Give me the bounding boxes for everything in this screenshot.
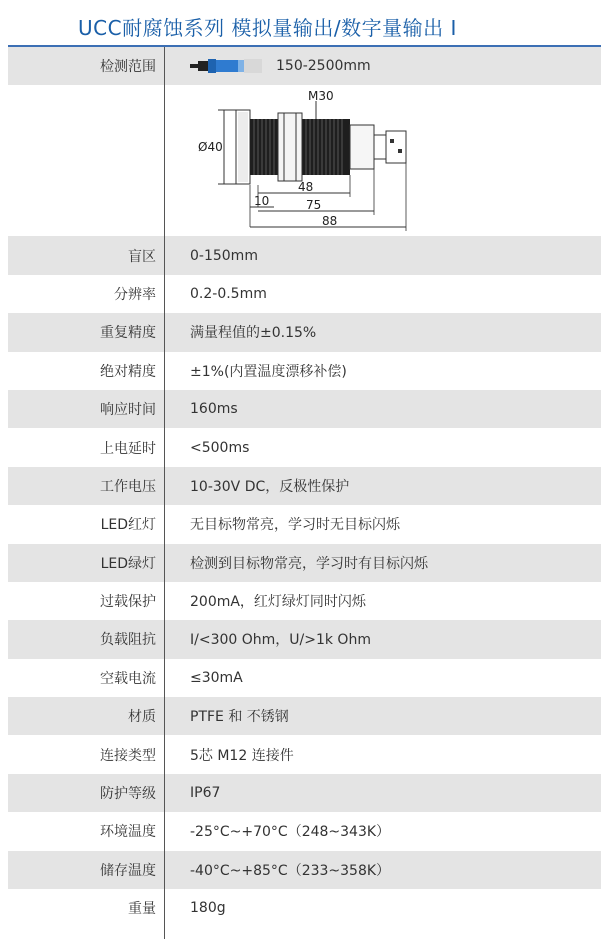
dim-48-label: 48 bbox=[298, 180, 314, 195]
spec-row bbox=[8, 620, 601, 658]
spec-value: -40°C~+85°C（233~358K） bbox=[190, 862, 391, 879]
spec-label: 重复精度 bbox=[100, 325, 156, 342]
spec-label: 上电延时 bbox=[100, 440, 156, 457]
spec-label: 空载电流 bbox=[100, 670, 156, 687]
dimension-diagram-row bbox=[8, 85, 601, 236]
spec-row bbox=[8, 505, 601, 543]
dim-88-label: 88 bbox=[322, 214, 338, 229]
spec-row bbox=[8, 236, 601, 274]
spec-label: 负载阻抗 bbox=[100, 632, 156, 649]
page-title: UCC耐腐蚀系列 模拟量输出/数字量输出 I bbox=[78, 16, 457, 40]
spec-value: 160ms bbox=[190, 401, 238, 418]
spec-row bbox=[8, 428, 601, 466]
spec-value: 180g bbox=[190, 900, 226, 917]
spec-label: 过载保护 bbox=[100, 594, 156, 611]
spec-table bbox=[8, 47, 601, 927]
spec-row bbox=[8, 275, 601, 313]
spec-value: 150-2500mm bbox=[276, 58, 371, 75]
diameter-label: Ø40 bbox=[198, 140, 223, 155]
spec-row bbox=[8, 390, 601, 428]
spec-value: 检测到目标物常亮，学习时有目标闪烁 bbox=[190, 555, 428, 572]
spec-value: ≤30mA bbox=[190, 669, 243, 686]
spec-row bbox=[8, 352, 601, 390]
spec-row bbox=[8, 697, 601, 735]
spec-value: 5芯 M12 连接件 bbox=[190, 747, 294, 764]
spec-label: 检测范围 bbox=[100, 59, 156, 76]
spec-row bbox=[8, 659, 601, 697]
spec-label: 重量 bbox=[128, 901, 156, 918]
spec-value: I/<300 Ohm，U/>1k Ohm bbox=[190, 632, 371, 649]
spec-label: 环境温度 bbox=[100, 824, 156, 841]
spec-row bbox=[8, 544, 601, 582]
spec-value: 10-30V DC，反极性保护 bbox=[190, 478, 350, 495]
spec-label: 响应时间 bbox=[100, 402, 156, 419]
spec-row bbox=[8, 582, 601, 620]
spec-row bbox=[8, 774, 601, 812]
spec-row bbox=[8, 467, 601, 505]
spec-value: 200mA，红灯绿灯同时闪烁 bbox=[190, 594, 366, 611]
spec-value: 无目标物常亮，学习时无目标闪烁 bbox=[190, 517, 400, 534]
dim-10-label: 10 bbox=[254, 194, 270, 209]
thread-label: M30 bbox=[308, 89, 334, 104]
spec-label: 绝对精度 bbox=[100, 363, 156, 380]
dimension-drawing bbox=[198, 89, 428, 231]
spec-value: 0-150mm bbox=[190, 247, 258, 264]
spec-label: 材质 bbox=[128, 709, 156, 726]
spec-label: LED绿灯 bbox=[100, 555, 156, 572]
column-divider bbox=[164, 47, 165, 939]
spec-value: ±1%(内置温度漂移补偿) bbox=[190, 363, 347, 380]
spec-value: PTFE 和 不锈钢 bbox=[190, 709, 289, 726]
spec-row-range bbox=[8, 47, 601, 85]
spec-value: 满量程值的±0.15% bbox=[190, 325, 317, 342]
spec-value: 0.2-0.5mm bbox=[190, 285, 267, 302]
spec-label: 储存温度 bbox=[100, 862, 156, 879]
spec-value: IP67 bbox=[190, 785, 221, 802]
spec-label: 防护等级 bbox=[100, 786, 156, 803]
spec-label: LED红灯 bbox=[100, 517, 156, 534]
spec-row bbox=[8, 735, 601, 773]
spec-label: 分辨率 bbox=[114, 286, 156, 303]
spec-row bbox=[8, 889, 601, 927]
spec-row bbox=[8, 851, 601, 889]
spec-value: -25°C~+70°C（248~343K） bbox=[190, 824, 391, 841]
sensor-probe-icon bbox=[190, 57, 266, 75]
spec-label: 盲区 bbox=[128, 248, 156, 265]
spec-label: 连接类型 bbox=[100, 747, 156, 764]
spec-value: <500ms bbox=[190, 439, 250, 456]
spec-row bbox=[8, 812, 601, 850]
spec-row bbox=[8, 313, 601, 351]
dim-75-label: 75 bbox=[306, 198, 322, 213]
spec-label: 工作电压 bbox=[100, 478, 156, 495]
